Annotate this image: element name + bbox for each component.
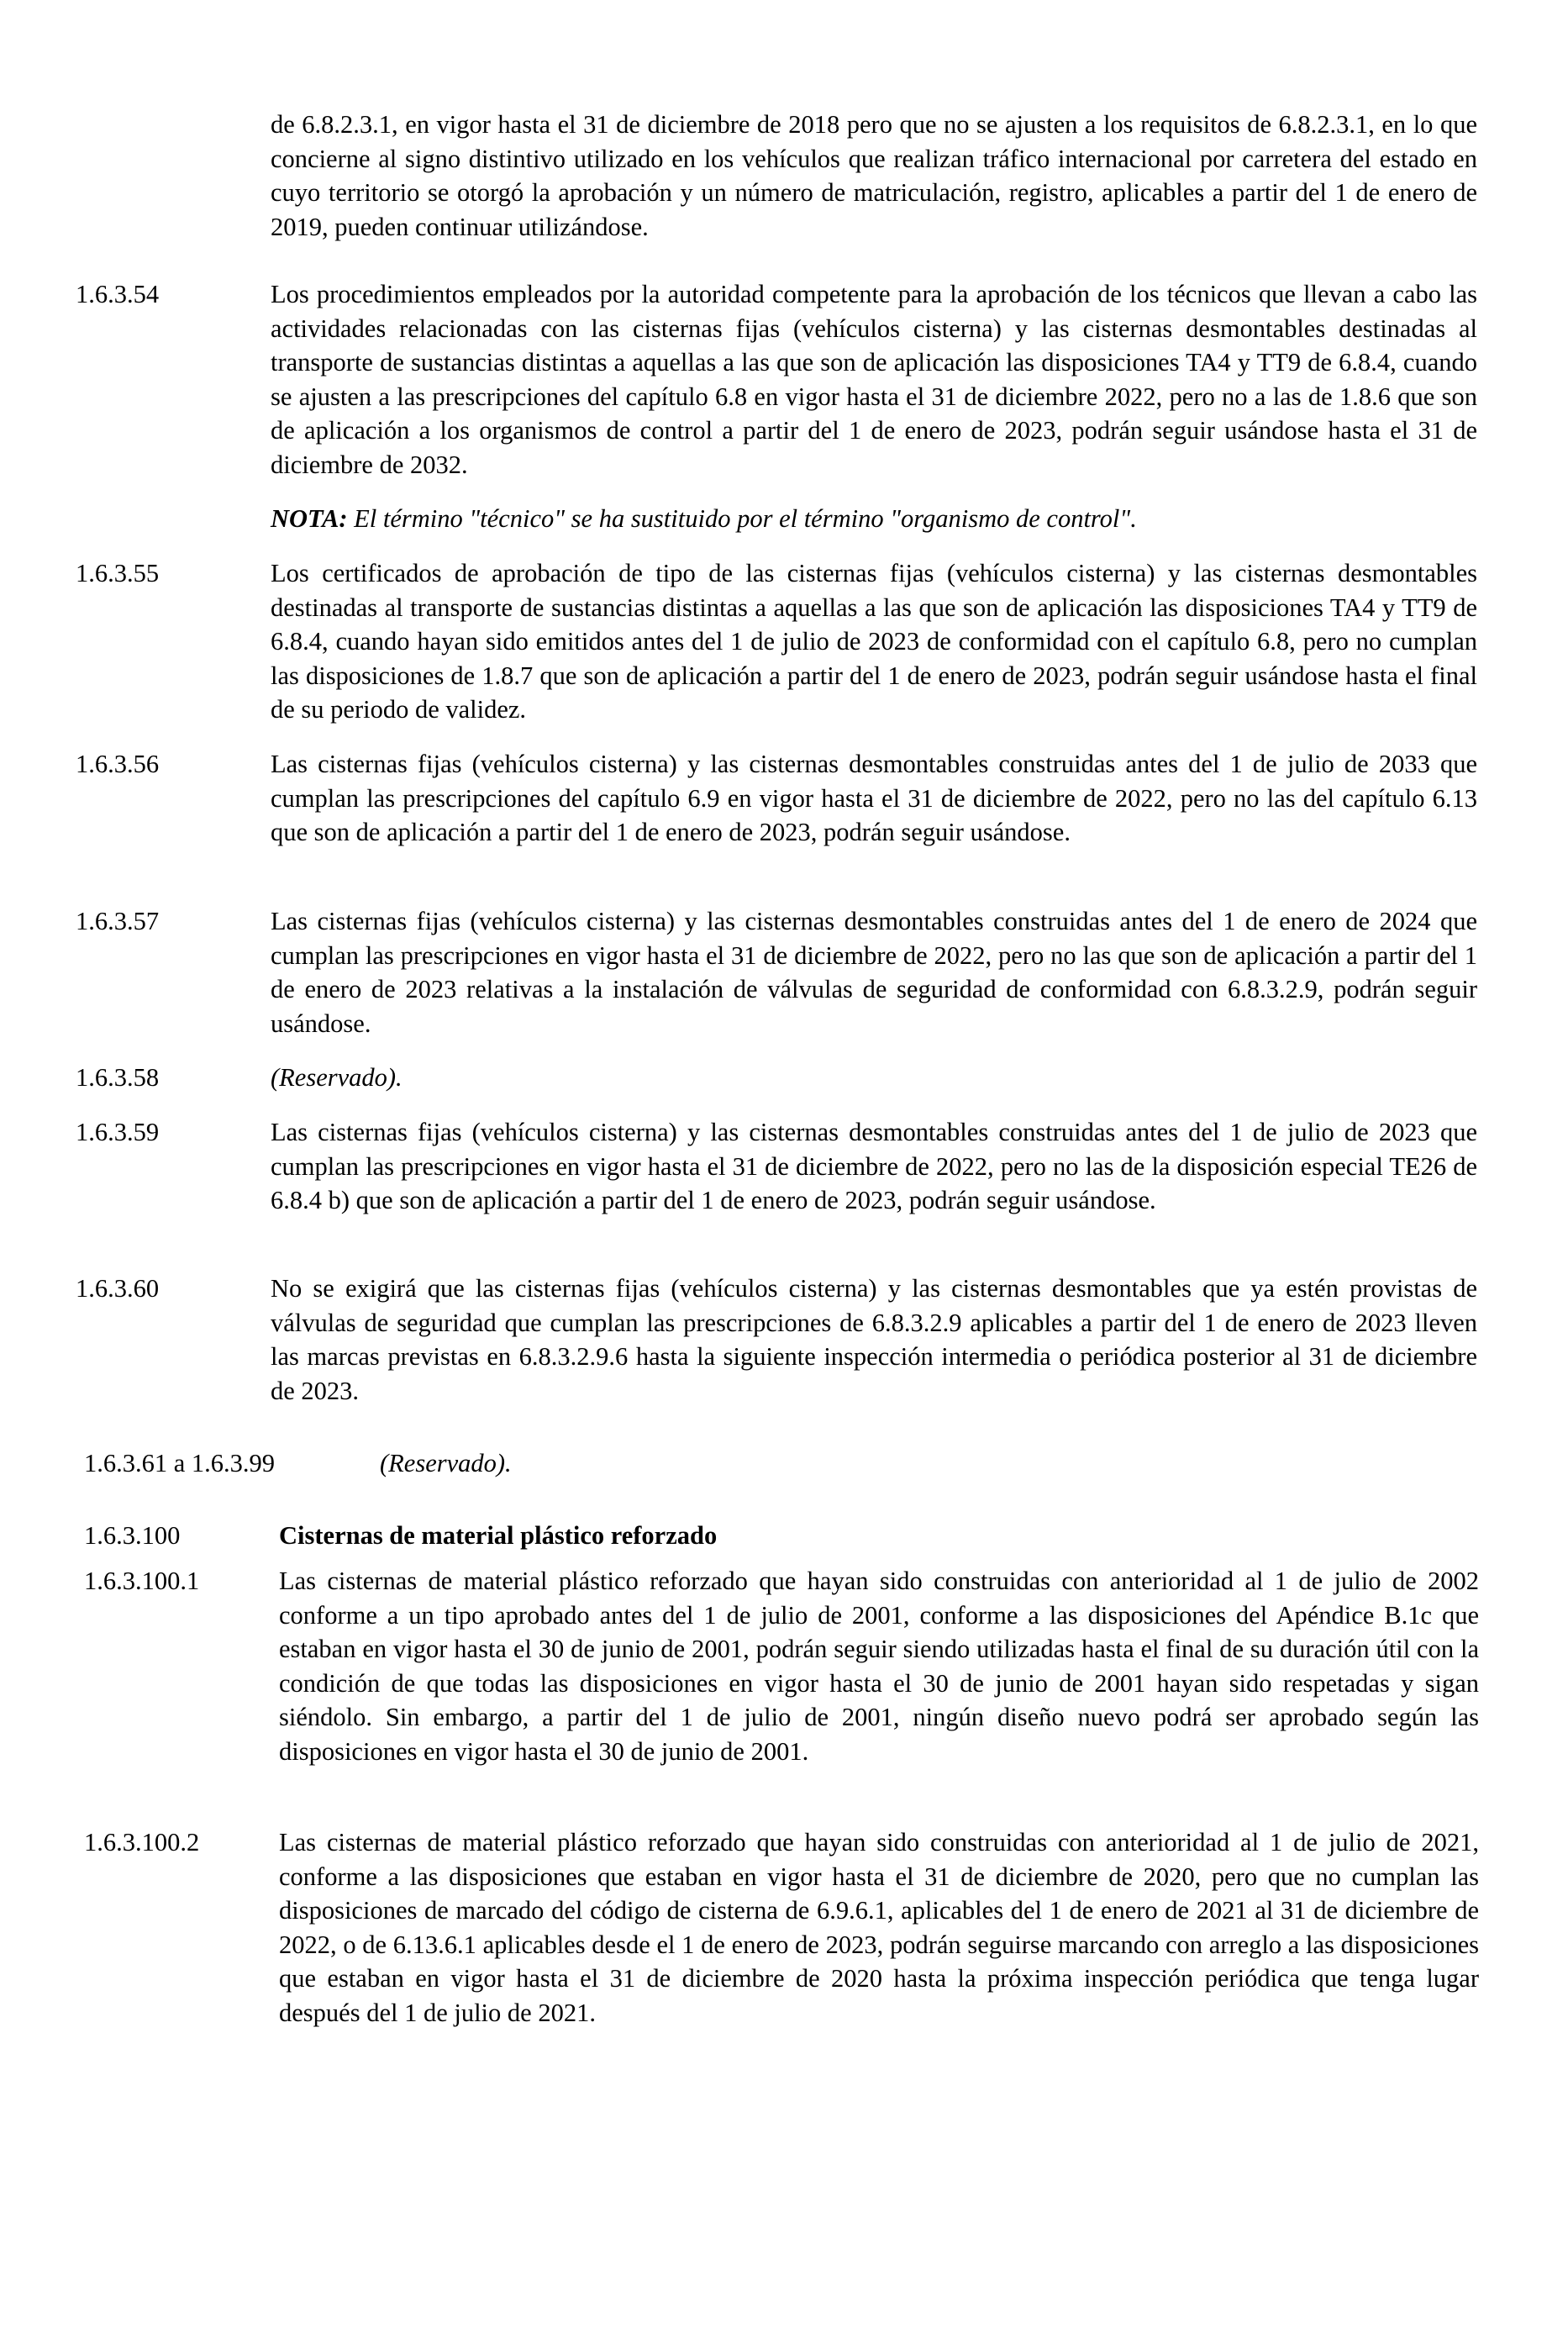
section-text: (Reservado). [271, 1063, 403, 1092]
section-text: No se exigirá que las cisternas fijas (vehículos cisterna) y las cisternas desmontables que ya estén provistas de válvulas de seguridad que cumplan las prescripciones de 6.8.3.2.9 aplicables a partir del 1 de enero de 2023 lleven las marcas previstas en 6.8.3.2.9.6 hasta la siguiente inspección intermedia o periódica posterior al 31 de diciembre de 2023. [271, 1274, 1477, 1405]
section-number: 1.6.3.61 a 1.6.3.99 [84, 1449, 276, 1477]
section-text: Los procedimientos empleados por la autoridad competente para la aprobación de los técnicos que llevan a cabo las actividades relacionadas con las cisternas fijas (vehículos cisterna) y las cisternas desmontables destinadas al transporte de sustancias distintas a aquellas a las que son de aplicación las disposiciones TA4 y TT9 de 6.8.4, cuando se ajusten a las prescripciones del capítulo 6.8 en vigor hasta el 31 de diciembre 2022, pero no a las de 1.8.6 que son de aplicación a los organismos de control a partir del 1 de enero de 2023, podrán seguir usándose hasta el 31 de diciembre de 2032. [271, 280, 1477, 479]
section-text: Las cisternas de material plástico reforzado que hayan sido construidas con anterioridad al 1 de julio de 2002 conforme a un tipo aprobado antes del 1 de julio de 2001, conforme a las disposiciones del Apéndice B.1c que estaban en vigor hasta el 30 de junio de 2001, podrán seguir siendo utilizadas hasta el final de su duración útil con la condición de que todas las disposiciones en vigor hasta el 30 de junio de 2001 hayan sido respetadas y sigan siéndolo. Sin embargo, a partir del 1 de julio de 2001, ningún diseño nuevo podrá ser aprobado según las disposiciones en vigor hasta el 30 de junio de 2001. [279, 1567, 1479, 1766]
note-label: NOTA: [271, 504, 348, 533]
section-text: (Reservado). [380, 1449, 512, 1477]
note-text: El término "técnico" se ha sustituido por el término "organismo de control". [354, 504, 1137, 533]
section-number: 1.6.3.100 [84, 1521, 181, 1550]
section-number: 1.6.3.100.2 [84, 1828, 200, 1856]
section-number: 1.6.3.59 [76, 1118, 160, 1146]
section-number: 1.6.3.100.1 [84, 1567, 200, 1595]
section-text: Los certificados de aprobación de tipo de las cisternas fijas (vehículos cisterna) y las cisternas desmontables destinadas al transporte de sustancias distintas a aquellas a las que son de aplicación las disposiciones TA4 y TT9 de 6.8.4, cuando hayan sido emitidos antes del 1 de julio de 2023 de conformidad con el capítulo 6.8, pero no cumplan las disposiciones de 1.8.7 que son de aplicación a partir del 1 de enero de 2023, podrán seguir usándose hasta el final de su periodo de validez. [271, 559, 1477, 724]
section-number: 1.6.3.60 [76, 1274, 160, 1303]
section-text: Las cisternas fijas (vehículos cisterna) y las cisternas desmontables construidas antes del 1 de julio de 2033 que cumplan las prescripciones del capítulo 6.9 en vigor hasta el 31 de diciembre de 2022, pero no las del capítulo 6.13 que son de aplicación a partir del 1 de enero de 2023, podrán seguir usándose. [271, 750, 1477, 846]
section-heading: Cisternas de material plástico reforzado [279, 1521, 718, 1550]
section-number: 1.6.3.54 [76, 280, 160, 308]
section-number: 1.6.3.55 [76, 559, 160, 587]
section-text: Las cisternas fijas (vehículos cisterna) y las cisternas desmontables construidas antes del 1 de julio de 2023 que cumplan las prescripciones en vigor hasta el 31 de diciembre de 2022, pero no las de la disposición especial TE26 de 6.8.4 b) que son de aplicación a partir del 1 de enero de 2023, podrán seguir usándose. [271, 1118, 1477, 1214]
intro-paragraph: de 6.8.2.3.1, en vigor hasta el 31 de diciembre de 2018 pero que no se ajusten a los requisitos de 6.8.2.3.1, en lo que concierne al signo distintivo utilizado en los vehículos que realizan tráfico internacional por carretera del estado en cuyo territorio se otorgó la aprobación y un número de matriculación, registro, aplicables a partir del 1 de enero de 2019, pueden continuar utilizándose. [271, 110, 1477, 241]
section-text: Las cisternas de material plástico reforzado que hayan sido construidas con anterioridad al 1 de julio de 2021, conforme a las disposiciones que estaban en vigor hasta el 31 de diciembre de 2020, pero que no cumplan las disposiciones de marcado del código de cisterna de 6.9.6.1, aplicables del 1 de enero de 2021 al 31 de diciembre de 2022, o de 6.13.6.1 aplicables desde el 1 de enero de 2023, podrán seguirse marcando con arreglo a las disposiciones que estaban en vigor hasta el 31 de diciembre de 2020 hasta la próxima inspección periódica que tenga lugar después del 1 de julio de 2021. [279, 1828, 1479, 2027]
section-number: 1.6.3.56 [76, 750, 160, 778]
section-text: Las cisternas fijas (vehículos cisterna) y las cisternas desmontables construidas antes del 1 de enero de 2024 que cumplan las prescripciones en vigor hasta el 31 de diciembre de 2022, pero no las que son de aplicación a partir del 1 de enero de 2023 relativas a la instalación de válvulas de seguridad de conformidad con 6.8.3.2.9, podrán seguir usándose. [271, 907, 1477, 1038]
section-number: 1.6.3.58 [76, 1063, 160, 1092]
section-number: 1.6.3.57 [76, 907, 160, 935]
note [271, 502, 1477, 536]
